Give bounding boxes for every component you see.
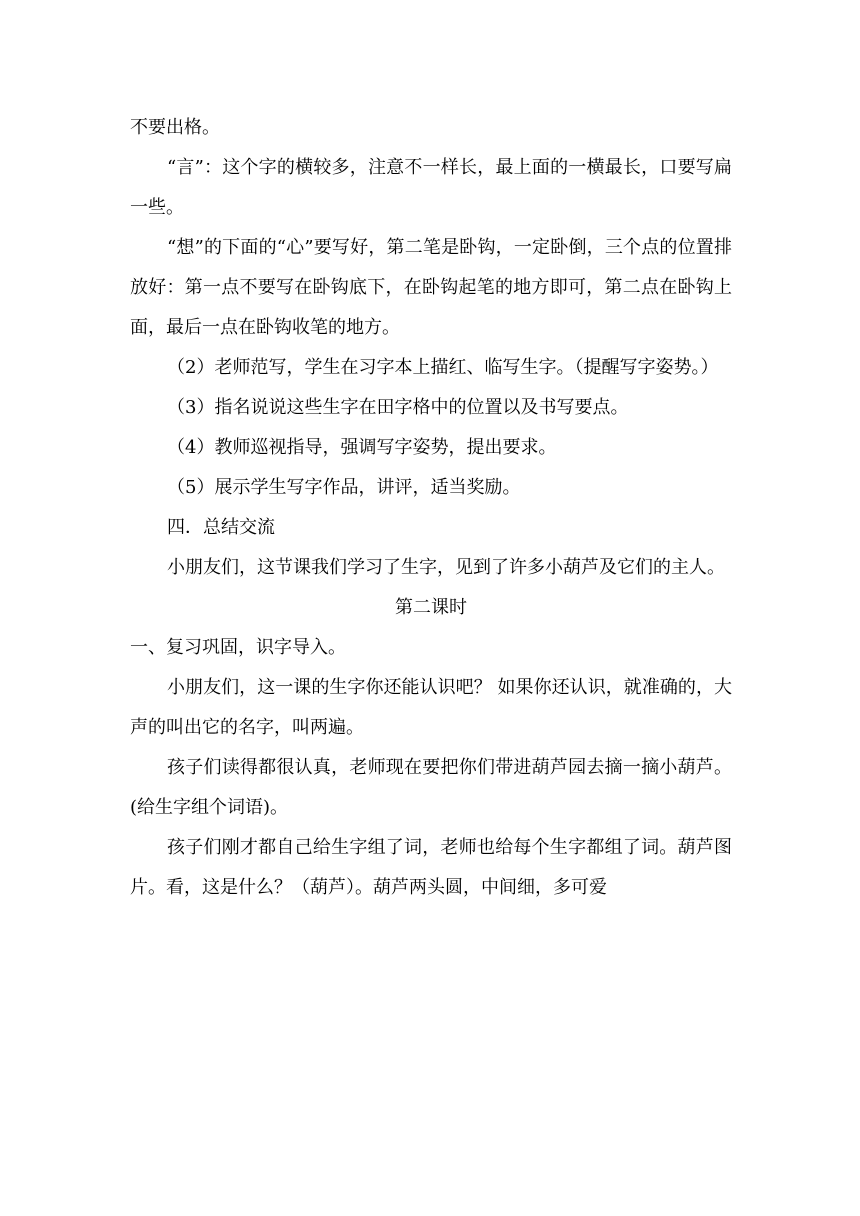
- paragraph-step-3: （3）指名说说这些生字在田字格中的位置以及书写要点。: [167, 397, 629, 418]
- paragraph-step-2: （2）老师范写，学生在习字本上描红、临写生字。（提醒写字姿势。）: [167, 357, 719, 378]
- document-body: [130, 108, 732, 908]
- paragraph-gourd-picture: 孩子们刚才都自己给生字组了词，老师也给每个生字都组了词。葫芦图片。看，这是什么？（葫芦）。葫芦两头圆，中间细，多可爱: [130, 837, 732, 898]
- paragraph-xiang: “想”的下面的“心”要写好，第二笔是卧钩，一定卧倒，三个点的位置排放好：第一点不要写在卧钩底下，在卧钩起笔的地方即可，第二点在卧钩上面，最后一点在卧钩收笔的地方。: [130, 237, 732, 338]
- paragraph-step-5: （5）展示学生写字作品，讲评，适当奖励。: [167, 477, 521, 498]
- paragraph-summary: 小朋友们，这节课我们学习了生字，见到了许多小葫芦及它们的主人。: [167, 557, 725, 578]
- section-heading-summary: 四．总结交流: [167, 517, 275, 538]
- paragraph-step-4: （4）教师巡视指导，强调写字姿势，提出要求。: [167, 437, 557, 458]
- paragraph-continuation: 不要出格。: [130, 117, 220, 138]
- section-heading-review: 一、复习巩固，识字导入。: [130, 637, 346, 658]
- lesson-title: 第二课时: [395, 597, 467, 618]
- paragraph-yan: “言”：这个字的横较多，注意不一样长，最上面的一横最长，口要写扁一些。: [130, 157, 732, 218]
- paragraph-review: 小朋友们，这一课的生字你还能认识吧？ 如果你还认识，就准确的，大声的叫出它的名字，叫两遍。: [130, 677, 732, 738]
- paragraph-gourd-garden: 孩子们读得都很认真，老师现在要把你们带进葫芦园去摘一摘小葫芦。(给生字组个词语)。: [130, 757, 732, 818]
